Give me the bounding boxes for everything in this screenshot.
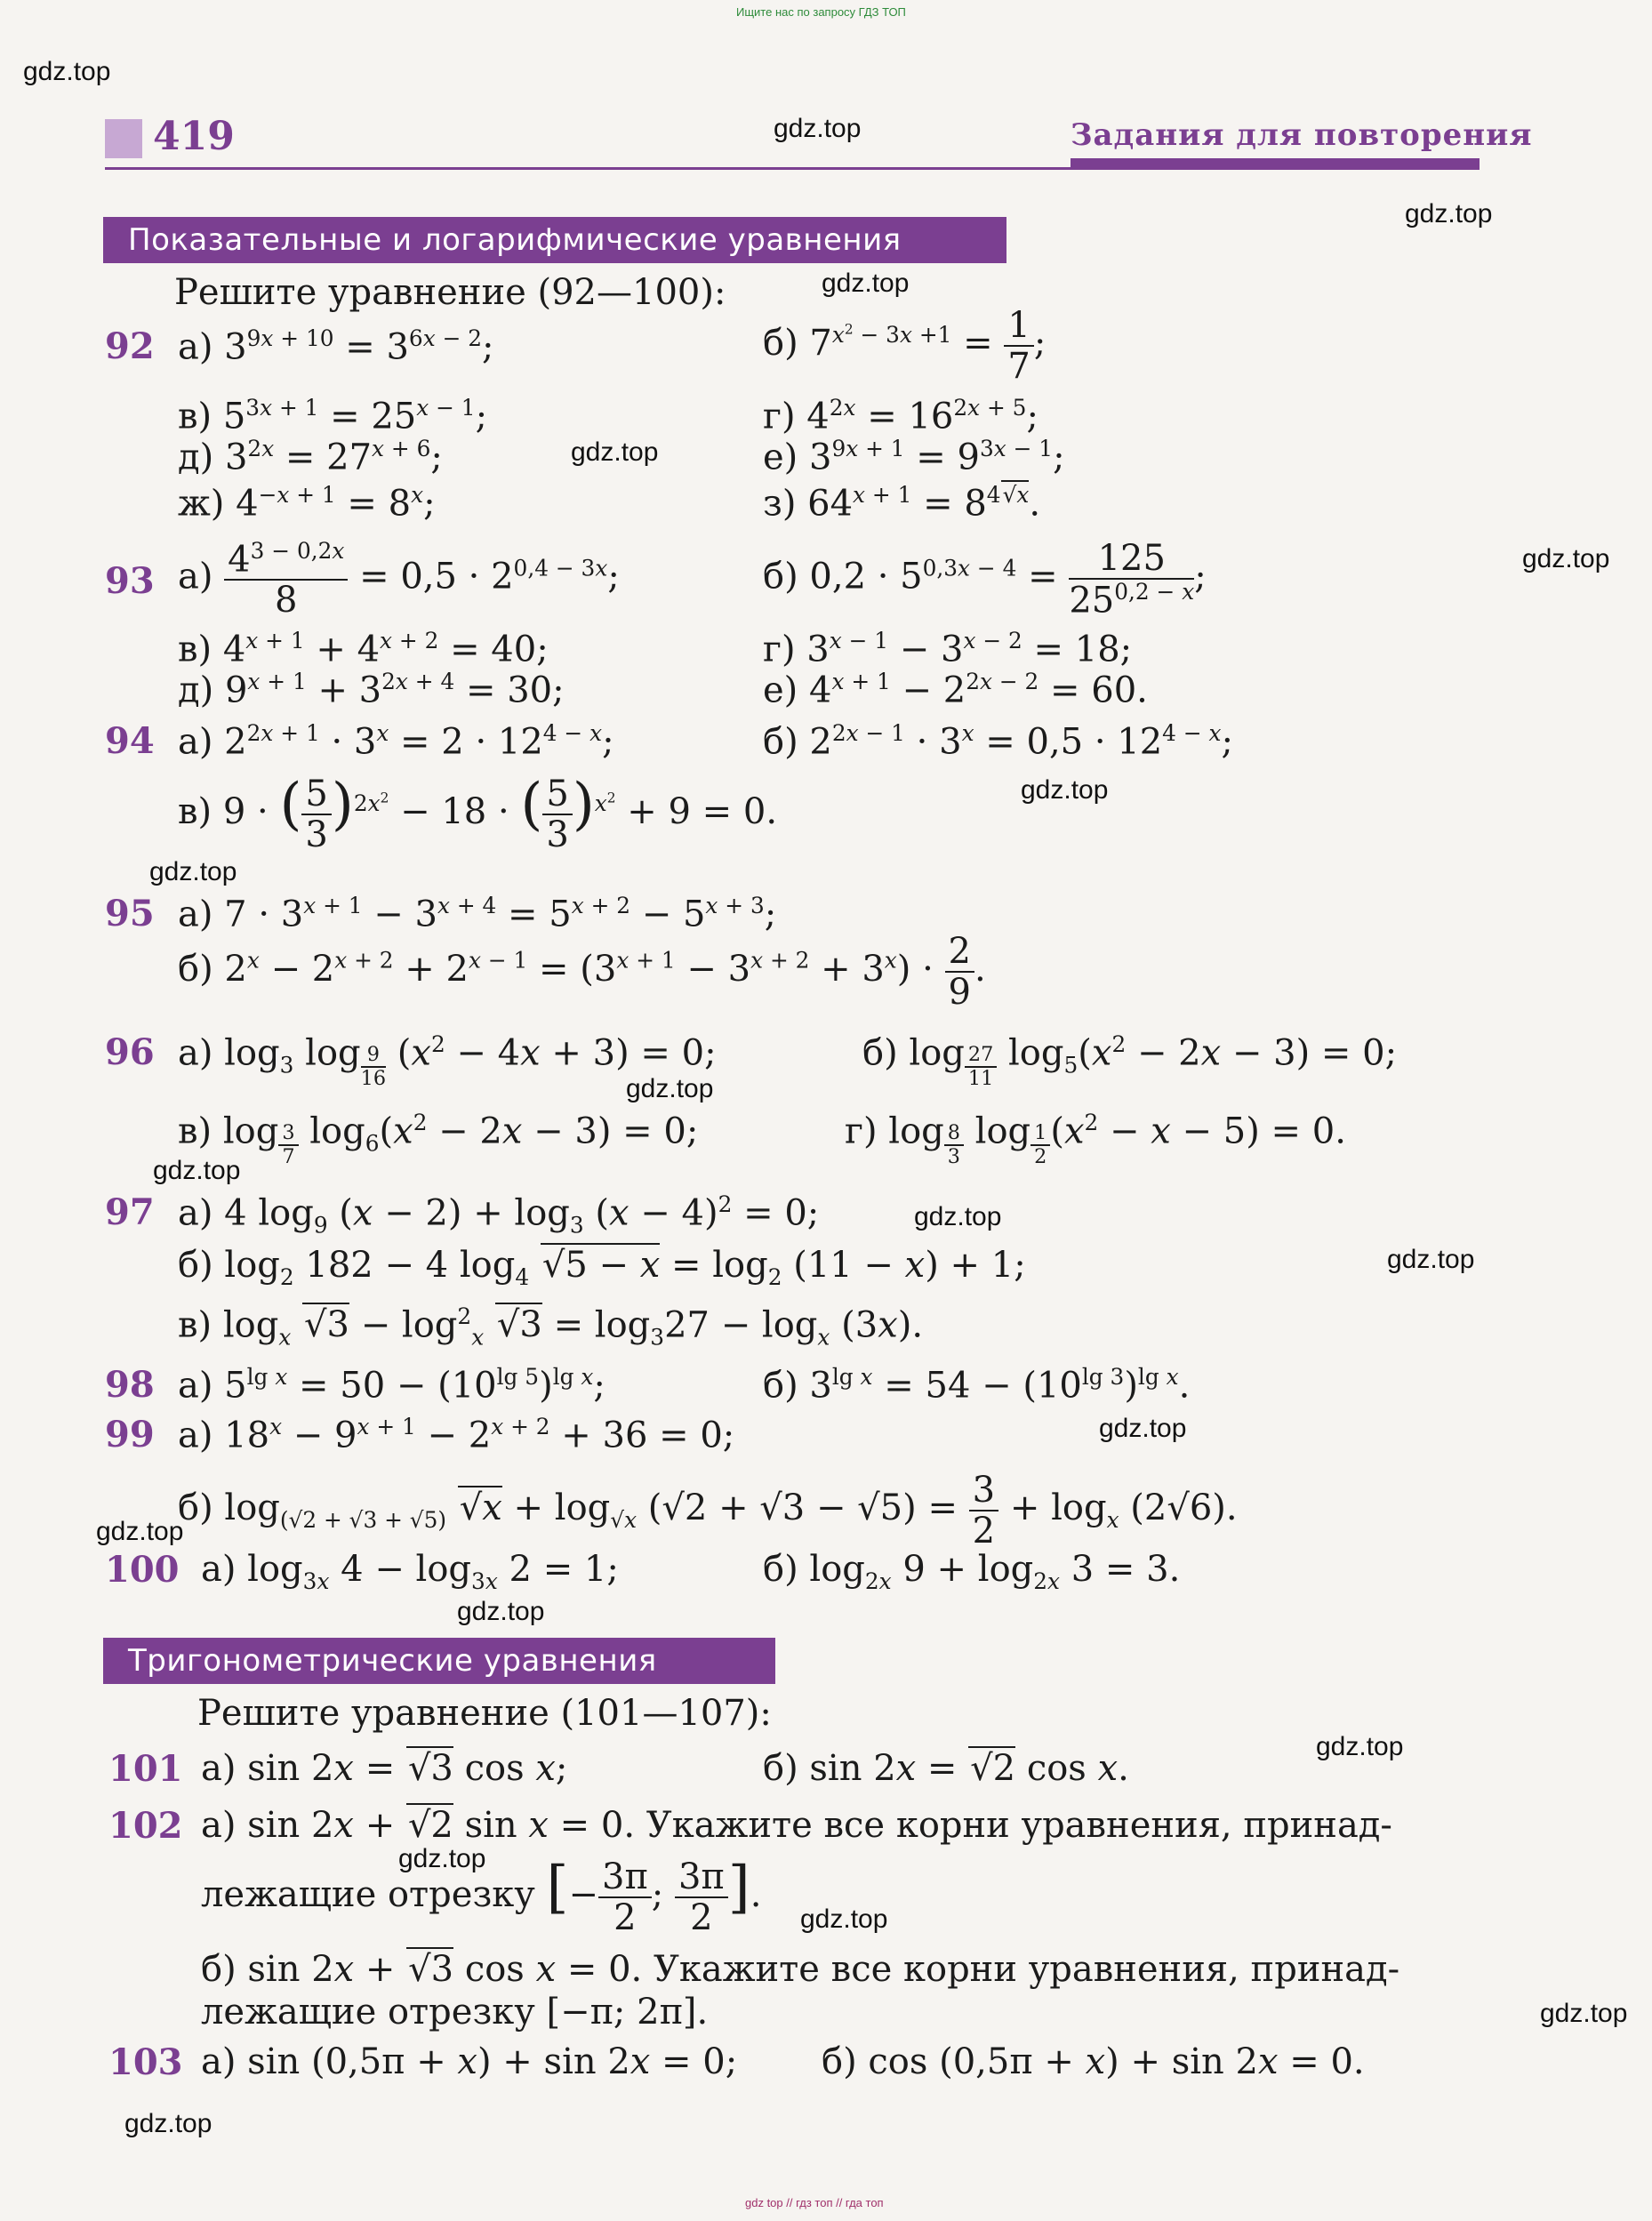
equation: з) $64^{x + 1} = 8^{4√x}$.	[763, 482, 1041, 525]
equation: а) $5^{lg x} = 50 - (10^{lg 5})^{lg x}$;	[178, 1364, 605, 1407]
problem-number: 101	[108, 1748, 183, 1790]
equation: а) sin 2x + √2 sin x = 0. Укажите все корни уравнения, принад-	[201, 1805, 1392, 1846]
problem-number: 103	[108, 2041, 183, 2083]
watermark: gdz.top	[1099, 1414, 1187, 1443]
problem-number: 99	[105, 1414, 155, 1455]
equation: д) $9^{x + 1} + 3^{2x + 4} = 30$;	[178, 669, 565, 711]
equation: лежащие отрезку [−π; 2π].	[201, 1992, 709, 2033]
equation: а) $\log_{3x} 4 - \log_{3x} 2 = 1$;	[201, 1549, 619, 1594]
watermark: gdz.top	[1405, 199, 1493, 229]
watermark: gdz.top	[1021, 775, 1109, 805]
watermark: gdz.top	[1387, 1245, 1475, 1274]
equation: е) $4^{x + 1} - 2^{2x - 2} = 60$.	[763, 669, 1148, 711]
equation: б) $\log_2 182 - 4$ $\log_4 √5 - x = \log_2 (11 - x) + 1$;	[178, 1245, 1026, 1290]
watermark: gdz.top	[398, 1844, 486, 1873]
watermark: gdz.top	[149, 857, 237, 886]
top-note: Ищите нас по запросу ГДЗ ТОП	[736, 5, 906, 19]
equation: в) $4^{x + 1} + 4^{x + 2} = 40$;	[178, 628, 549, 670]
equation: ж) $4^{-x + 1} = 8^x$;	[178, 482, 436, 525]
equation: в) 9 · ( $\frac{5}{3}$ )$^{2x^2}$ − 18 · ( $\frac{5}{3}$ )$^{x^2}$ + 9 = 0.	[178, 772, 778, 855]
equation: е) $3^{9x + 1} = 9^{3x - 1}$;	[763, 436, 1065, 478]
equation: а) sin 2x = √3 cos x;	[201, 1748, 568, 1789]
watermark: gdz.top	[1316, 1732, 1404, 1761]
problem-number: 100	[105, 1549, 180, 1591]
equation: г) $3^{x - 1} - 3^{x - 2} = 18$;	[763, 628, 1133, 670]
equation: г) $4^{2x} = 16^{2x + 5}$;	[763, 395, 1039, 437]
equation: а) $7 \cdot 3^{x + 1} - 3^{x + 4} = 5^{x + 2} - 5^{x + 3}$;	[178, 893, 777, 935]
equation: в) $5^{3x + 1} = 25^{x - 1}$;	[178, 395, 488, 437]
watermark: gdz.top	[914, 1202, 1002, 1231]
bottom-note: gdz top // гдз топ // гда топ	[745, 2196, 884, 2209]
watermark: gdz.top	[626, 1074, 714, 1103]
equation: б) sin 2x + √3 cos x = 0. Укажите все корни уравнения, принад-	[201, 1949, 1400, 1990]
problem-number: 94	[105, 720, 155, 762]
watermark: gdz.top	[774, 114, 862, 143]
section2-intro: Решите уравнение (101—107):	[197, 1693, 772, 1734]
problem-number: 95	[105, 893, 155, 934]
equation: в) log $_{\frac{3}{7}}$ $\log_6(x^2 - 2x - 3) = 0$;	[178, 1110, 699, 1168]
page-number-box	[105, 119, 142, 158]
equation: б) $2^x - 2^{x + 2} + 2^{x - 1} = (3^{x + 1} - 3^{x + 2} + 3^x)$ · $\frac{2}{9}$ .	[178, 931, 986, 1013]
equation: б) $7^{x^2 - 3x +1}$ = $\frac{1}{7}$ ;	[763, 305, 1047, 387]
page-number: 419	[153, 114, 235, 159]
watermark: gdz.top	[1522, 544, 1610, 573]
equation: б) $\log_{2x} 9 + \log_{2x} 3 = 3$.	[763, 1549, 1181, 1594]
problem-number: 98	[105, 1364, 155, 1406]
problem-number: 93	[105, 560, 155, 602]
section1-intro: Решите уравнение (92—100):	[174, 272, 726, 313]
equation: б) $3^{lg x} = 54 - (10^{lg 3})^{lg x}$.	[763, 1364, 1191, 1407]
watermark: gdz.top	[96, 1517, 184, 1546]
equation: г) log $_{\frac{8}{3}}$ log $_{\frac{1}{2}}$ $(x^2 - x - 5) = 0$.	[845, 1110, 1346, 1168]
equation: б) $2^{2x - 1} \cdot 3^x = 0,5 \cdot 12^{4 - x}$;	[763, 720, 1233, 763]
equation: б) $0,2 \cdot 5^{0,3x - 4}$ = $\frac{125}{25^{0,2 - x}}$ ;	[763, 538, 1207, 621]
equation: б) cos (0,5π + x) + sin 2x = 0.	[822, 2041, 1365, 2082]
equation: а) $2^{2x + 1} \cdot 3^x = 2 \cdot 12^{4 - x}$;	[178, 720, 614, 763]
equation: а) $18^x - 9^{x + 1} - 2^{x + 2} + 36 = 0$;	[178, 1414, 735, 1456]
watermark: gdz.top	[124, 2109, 213, 2138]
problem-number: 96	[105, 1031, 155, 1073]
equation: лежащие отрезку [− $\frac{3\pi}{2}$ ; $\frac{3\pi}{2}$ ].	[201, 1855, 762, 1938]
watermark: gdz.top	[822, 269, 910, 298]
equation: а) $\frac{4^{3 - 0,2x}}{8}$ = $0,5 \cdot 2^{0,4 - 3x}$;	[178, 538, 620, 621]
header-rule-accent	[1071, 158, 1480, 169]
watermark: gdz.top	[571, 437, 659, 467]
watermark: gdz.top	[23, 57, 111, 86]
equation: а) $3^{9x + 10} = 3^{6x - 2}$;	[178, 325, 494, 368]
problem-number: 97	[105, 1191, 155, 1233]
problem-number: 102	[108, 1805, 183, 1847]
watermark: gdz.top	[153, 1156, 241, 1185]
watermark: gdz.top	[457, 1597, 545, 1626]
equation: б) sin 2x = √2 cos x.	[763, 1748, 1129, 1789]
equation: а) sin (0,5π + x) + sin 2x = 0;	[201, 2041, 738, 2082]
equation: б) $\log_{(√2 + √3 + √5)} √x + \log_{√x} (√2 + √3 - √5)$ = $\frac{3}{2}$ + $\log_x (2√6)$.	[178, 1470, 1238, 1551]
equation: в) $\log_x √3 - \log^2_x √3 = \log_327 - \log_x (3x)$.	[178, 1303, 924, 1351]
equation: а) 4 $\log_9 (x - 2) + \log_3 (x - 4)^2 = 0$;	[178, 1191, 820, 1239]
problem-number: 92	[105, 325, 155, 367]
equation: а) $\log_3 \log$ $_{\frac{9}{16}}$ $(x^2 - 4x + 3) = 0$;	[178, 1031, 717, 1090]
watermark: gdz.top	[1540, 1999, 1628, 2028]
section-title-trig: Тригонометрические уравнения	[103, 1638, 775, 1684]
running-header: Задания для повторения	[1071, 117, 1533, 153]
equation: б) log $_{\frac{27}{11}}$ $\log_5(x^2 - 2x - 3) = 0$;	[862, 1031, 1398, 1090]
section-title-exp-log: Показательные и логарифмические уравнения	[103, 217, 1006, 263]
watermark: gdz.top	[800, 1904, 888, 1934]
equation: д) $3^{2x} = 27^{x + 6}$;	[178, 436, 443, 478]
